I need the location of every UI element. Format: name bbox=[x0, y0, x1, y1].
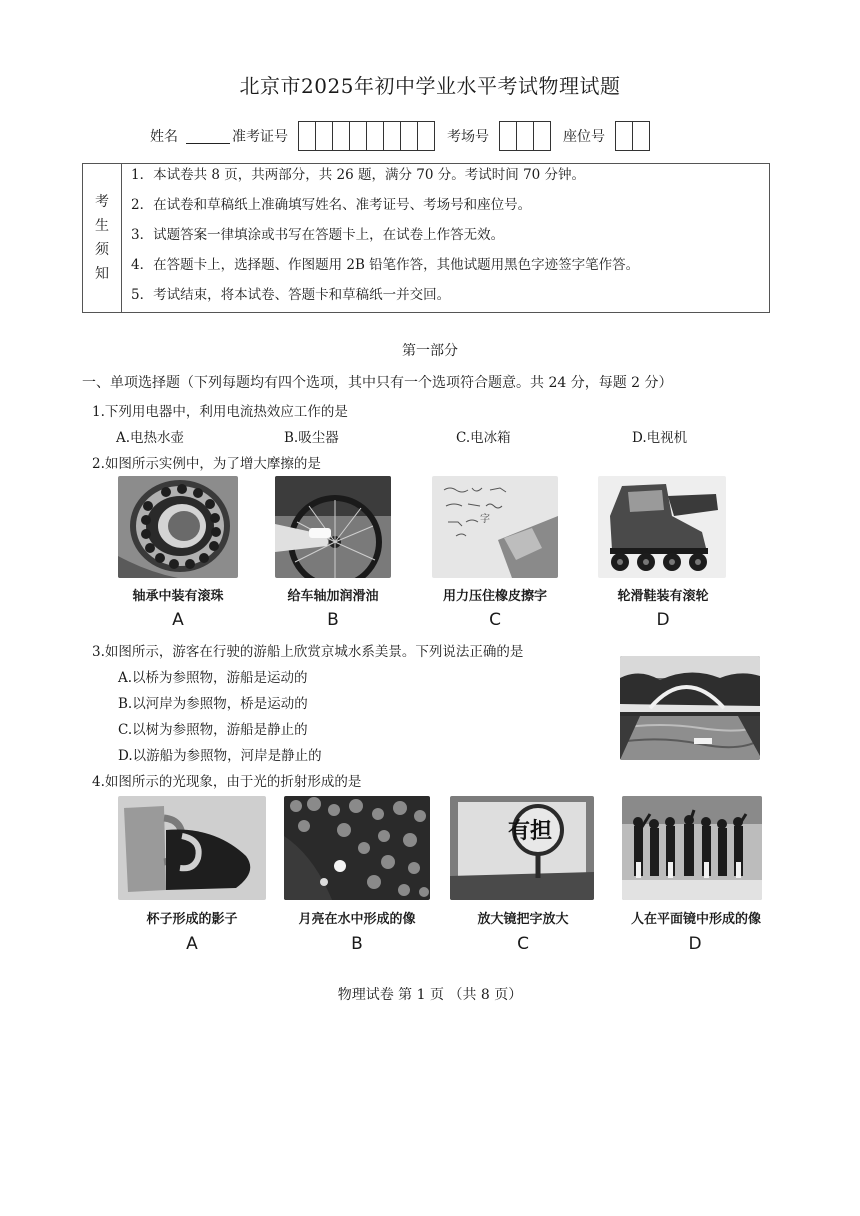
q2-caption-a: 轴承中装有滚珠 bbox=[132, 589, 224, 604]
eraser-photo bbox=[432, 476, 558, 578]
page-footer: 物理试卷 第 1 页 （共 8 页） bbox=[337, 987, 523, 1003]
q2-letter-d[interactable]: D bbox=[656, 610, 670, 630]
q1-option-c[interactable]: C.电冰箱 bbox=[456, 430, 511, 446]
q4-caption-a: 杯子形成的影子 bbox=[146, 912, 238, 927]
seat-number-label: 座位号 bbox=[563, 129, 605, 145]
q4-letter-d[interactable]: D bbox=[688, 934, 702, 954]
question-1-stem: 1.下列用电器中，利用电流热效应工作的是 bbox=[92, 404, 348, 420]
q3-option-a[interactable]: A.以桥为参照物，游船是运动的 bbox=[118, 670, 308, 686]
question-4-stem: 4.如图所示的光现象，由于光的折射形成的是 bbox=[92, 774, 362, 790]
notice-side-label: 考 生 须 知 bbox=[83, 164, 122, 312]
roller-skate-photo bbox=[598, 476, 726, 578]
name-blank[interactable] bbox=[186, 129, 230, 144]
question-2-stem: 2.如图所示实例中，为了增大摩擦的是 bbox=[92, 456, 321, 472]
magnified-text: 有担 bbox=[508, 819, 553, 844]
q1-option-b[interactable]: B.吸尘器 bbox=[284, 430, 339, 446]
q2-caption-c: 用力压住橡皮擦字 bbox=[442, 589, 547, 604]
q3-option-b[interactable]: B.以河岸为参照物，桥是运动的 bbox=[118, 696, 308, 712]
room-number-boxes[interactable] bbox=[499, 121, 551, 151]
notice-list bbox=[131, 164, 639, 314]
q2-letter-c[interactable]: C bbox=[489, 610, 501, 630]
paper-handwriting: 字 bbox=[480, 514, 490, 525]
q4-caption-c: 放大镜把字放大 bbox=[477, 912, 569, 927]
candidate-info-row bbox=[150, 120, 662, 152]
q1-option-d[interactable]: D.电视机 bbox=[632, 430, 688, 446]
moon-reflection-photo bbox=[284, 796, 430, 900]
exam-number-label: 准考证号 bbox=[232, 129, 288, 145]
notice-item: 4．在答题卡上，选择题、作图题用 2B 铅笔作答，其他试题用黑色字迹签字笔作答。 bbox=[131, 257, 640, 273]
magnifier-photo bbox=[450, 796, 594, 900]
section-title: 一、单项选择题（下列每题均有四个选项，其中只有一个选项符合题意。共 24 分，每题 2 分） bbox=[82, 375, 673, 391]
q4-caption-d: 人在平面镜中形成的像 bbox=[630, 912, 761, 927]
bridge-river-photo bbox=[620, 656, 760, 760]
q2-letter-b[interactable]: B bbox=[327, 610, 339, 630]
q4-letter-a[interactable]: A bbox=[186, 934, 198, 954]
mirror-dancers-photo bbox=[622, 796, 762, 900]
notice-item: 2．在试卷和草稿纸上准确填写姓名、准考证号、考场号和座位号。 bbox=[131, 197, 532, 213]
part-title: 第一部分 bbox=[402, 343, 458, 359]
q4-caption-b: 月亮在水中形成的像 bbox=[298, 912, 416, 927]
question-3-stem: 3.如图所示，游客在行驶的游船上欣赏京城水系美景。下列说法正确的是 bbox=[92, 644, 524, 660]
exam-title: 北京市2025年初中学业水平考试物理试题 bbox=[239, 74, 621, 98]
notice-item: 1．本试卷共 8 页，共两部分，共 26 题，满分 70 分。考试时间 70 分钟。 bbox=[131, 167, 586, 183]
q3-option-c[interactable]: C.以树为参照物，游船是静止的 bbox=[118, 722, 308, 738]
candidate-notice-box bbox=[82, 163, 770, 313]
q2-caption-b: 给车轴加润滑油 bbox=[287, 589, 379, 604]
cup-shadow-photo bbox=[118, 796, 266, 900]
bike-axle-photo bbox=[275, 476, 391, 578]
q1-option-a[interactable]: A.电热水壶 bbox=[116, 430, 185, 446]
q2-letter-a[interactable]: A bbox=[172, 610, 184, 630]
q2-caption-d: 轮滑鞋装有滚轮 bbox=[617, 589, 709, 604]
q4-letter-b[interactable]: B bbox=[351, 934, 363, 954]
name-label: 姓名 bbox=[150, 129, 178, 145]
notice-item: 3．试题答案一律填涂或书写在答题卡上，在试卷上作答无效。 bbox=[131, 227, 505, 243]
q3-option-d[interactable]: D.以游船为参照物，河岸是静止的 bbox=[118, 748, 322, 764]
notice-item: 5．考试结束，将本试卷、答题卡和草稿纸一并交回。 bbox=[131, 287, 451, 303]
q4-letter-c[interactable]: C bbox=[517, 934, 529, 954]
exam-number-boxes[interactable] bbox=[298, 121, 435, 151]
room-number-label: 考场号 bbox=[447, 129, 489, 145]
bearing-photo bbox=[118, 476, 238, 578]
seat-number-boxes[interactable] bbox=[615, 121, 650, 151]
